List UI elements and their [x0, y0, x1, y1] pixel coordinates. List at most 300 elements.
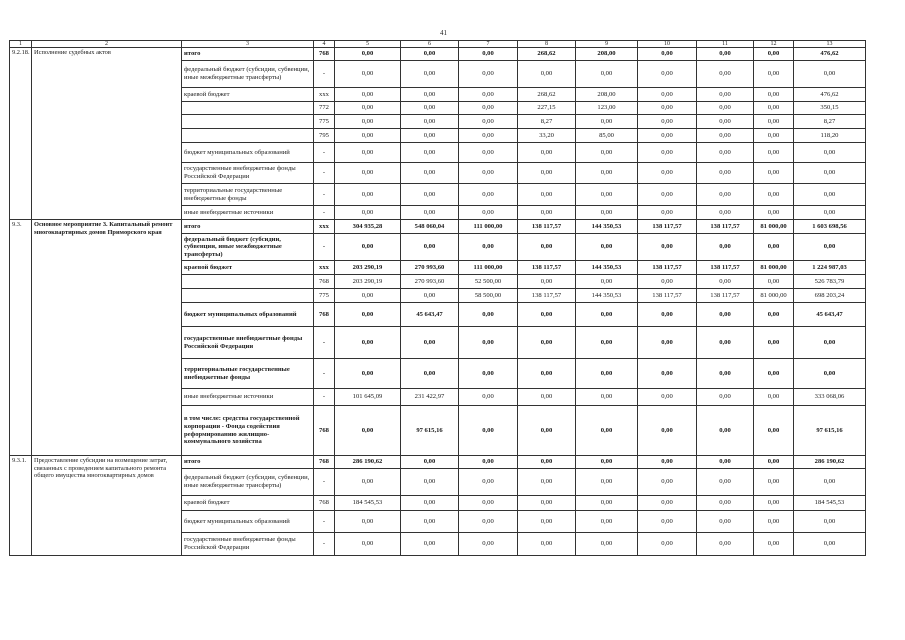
amount-cell: 111 000,00	[459, 220, 518, 234]
amount-cell: 203 290,19	[335, 275, 401, 289]
amount-cell: 1 603 698,56	[794, 220, 866, 234]
amount-cell: 698 203,24	[794, 289, 866, 303]
amount-cell: 0,00	[401, 163, 459, 184]
amount-cell: 0,00	[638, 163, 697, 184]
amount-cell: 45 643,47	[794, 303, 866, 327]
amount-cell: 0,00	[638, 88, 697, 102]
funding-source: государственные внебюджетные фонды Российской Федерации	[182, 163, 314, 184]
amount-cell: 0,00	[459, 115, 518, 129]
amount-cell: 0,00	[335, 406, 401, 456]
amount-cell: 0,00	[754, 303, 794, 327]
amount-cell: 0,00	[401, 61, 459, 88]
amount-cell: 138 117,57	[518, 289, 576, 303]
header-cell: 8	[518, 41, 576, 48]
amount-cell: 0,00	[697, 206, 754, 220]
header-cell: 4	[314, 41, 335, 48]
funding-source: краевой бюджет	[182, 261, 314, 275]
amount-cell: 111 000,00	[459, 261, 518, 275]
amount-cell: 0,00	[335, 115, 401, 129]
budget-code: -	[314, 511, 335, 533]
amount-cell: 0,00	[638, 303, 697, 327]
amount-cell: 0,00	[459, 456, 518, 469]
amount-cell: 0,00	[401, 234, 459, 261]
funding-source	[182, 102, 314, 115]
budget-code: 772	[314, 102, 335, 115]
amount-cell: 138 117,57	[638, 289, 697, 303]
amount-cell: 0,00	[335, 48, 401, 61]
amount-cell: 526 783,79	[794, 275, 866, 289]
amount-cell: 0,00	[697, 469, 754, 496]
amount-cell: 0,00	[518, 143, 576, 163]
funding-source: краевой бюджет	[182, 88, 314, 102]
amount-cell: 0,00	[576, 115, 638, 129]
amount-cell: 0,00	[518, 511, 576, 533]
amount-cell: 0,00	[794, 163, 866, 184]
item-name: Исполнение судебных актов	[32, 48, 182, 220]
amount-cell: 304 935,28	[335, 220, 401, 234]
amount-cell: 81 000,00	[754, 220, 794, 234]
budget-code: 768	[314, 496, 335, 511]
amount-cell: 0,00	[401, 184, 459, 206]
header-cell: 11	[697, 41, 754, 48]
header-cell: 5	[335, 41, 401, 48]
amount-cell: 0,00	[576, 234, 638, 261]
header-cell: 13	[794, 41, 866, 48]
amount-cell: 0,00	[754, 406, 794, 456]
amount-cell: 0,00	[459, 389, 518, 406]
amount-cell: 144 350,53	[576, 261, 638, 275]
amount-cell: 0,00	[697, 129, 754, 143]
amount-cell: 0,00	[401, 327, 459, 359]
amount-cell: 0,00	[401, 48, 459, 61]
header-cell: 7	[459, 41, 518, 48]
amount-cell: 0,00	[335, 129, 401, 143]
amount-cell: 0,00	[697, 389, 754, 406]
header-cell: 9	[576, 41, 638, 48]
amount-cell: 0,00	[518, 275, 576, 289]
amount-cell: 0,00	[518, 389, 576, 406]
amount-cell: 0,00	[518, 184, 576, 206]
budget-code: 795	[314, 129, 335, 143]
amount-cell: 0,00	[518, 406, 576, 456]
amount-cell: 138 117,57	[697, 220, 754, 234]
amount-cell: 0,00	[335, 61, 401, 88]
amount-cell: 0,00	[576, 533, 638, 556]
amount-cell: 0,00	[754, 496, 794, 511]
amount-cell: 0,00	[697, 406, 754, 456]
amount-cell: 0,00	[576, 184, 638, 206]
amount-cell: 144 350,53	[576, 289, 638, 303]
amount-cell: 0,00	[697, 184, 754, 206]
amount-cell: 0,00	[459, 469, 518, 496]
funding-source: итого	[182, 48, 314, 61]
budget-code: 768	[314, 303, 335, 327]
funding-source: территориальные государственные внебюджетные фонды	[182, 184, 314, 206]
amount-cell: 0,00	[638, 469, 697, 496]
amount-cell: 0,00	[794, 327, 866, 359]
amount-cell: 0,00	[638, 102, 697, 115]
amount-cell: 203 290,19	[335, 261, 401, 275]
amount-cell: 0,00	[576, 303, 638, 327]
amount-cell: 0,00	[697, 456, 754, 469]
amount-cell: 0,00	[401, 129, 459, 143]
funding-source: иные внебюджетные источники	[182, 206, 314, 220]
amount-cell: 138 117,57	[638, 220, 697, 234]
funding-source: государственные внебюджетные фонды Российской Федерации	[182, 533, 314, 556]
amount-cell: 0,00	[754, 102, 794, 115]
amount-cell: 333 068,06	[794, 389, 866, 406]
header-cell: 6	[401, 41, 459, 48]
amount-cell: 0,00	[697, 61, 754, 88]
amount-cell: 0,00	[638, 61, 697, 88]
amount-cell: 0,00	[459, 533, 518, 556]
amount-cell: 0,00	[335, 102, 401, 115]
table-row	[10, 456, 866, 469]
amount-cell: 0,00	[638, 456, 697, 469]
amount-cell: 476,62	[794, 48, 866, 61]
amount-cell: 0,00	[754, 275, 794, 289]
amount-cell: 0,00	[754, 88, 794, 102]
amount-cell: 8,27	[518, 115, 576, 129]
amount-cell: 286 190,62	[335, 456, 401, 469]
amount-cell: 0,00	[754, 163, 794, 184]
amount-cell: 81 000,00	[754, 261, 794, 275]
amount-cell: 81 000,00	[754, 289, 794, 303]
amount-cell: 0,00	[401, 143, 459, 163]
budget-code: -	[314, 206, 335, 220]
header-row	[10, 41, 866, 48]
amount-cell: 0,00	[335, 511, 401, 533]
amount-cell: 0,00	[754, 61, 794, 88]
amount-cell: 0,00	[335, 359, 401, 389]
amount-cell: 0,00	[576, 327, 638, 359]
amount-cell: 0,00	[335, 163, 401, 184]
amount-cell: 0,00	[576, 163, 638, 184]
funding-source	[182, 275, 314, 289]
amount-cell: 0,00	[754, 48, 794, 61]
amount-cell: 144 350,53	[576, 220, 638, 234]
amount-cell: 0,00	[697, 496, 754, 511]
amount-cell: 0,00	[794, 359, 866, 389]
funding-source: бюджет муниципальных образований	[182, 303, 314, 327]
amount-cell: 0,00	[638, 234, 697, 261]
amount-cell: 0,00	[518, 303, 576, 327]
amount-cell: 548 060,04	[401, 220, 459, 234]
amount-cell: 0,00	[401, 115, 459, 129]
amount-cell: 0,00	[754, 359, 794, 389]
item-name: Основное мероприятие 3. Капитальный ремонт многоквартирных домов Приморского края	[32, 220, 182, 456]
amount-cell: 0,00	[638, 206, 697, 220]
amount-cell: 0,00	[459, 184, 518, 206]
amount-cell: 350,15	[794, 102, 866, 115]
header-cell: 3	[182, 41, 314, 48]
amount-cell: 138 117,57	[518, 220, 576, 234]
amount-cell: 0,00	[754, 469, 794, 496]
amount-cell: 0,00	[576, 275, 638, 289]
funding-source: иные внебюджетные источники	[182, 389, 314, 406]
amount-cell: 0,00	[638, 115, 697, 129]
amount-cell: 0,00	[459, 511, 518, 533]
amount-cell: 0,00	[335, 234, 401, 261]
amount-cell: 0,00	[576, 456, 638, 469]
funding-source: бюджет муниципальных образований	[182, 143, 314, 163]
amount-cell: 0,00	[401, 102, 459, 115]
amount-cell: 0,00	[335, 184, 401, 206]
amount-cell: 45 643,47	[401, 303, 459, 327]
budget-code: 768	[314, 275, 335, 289]
amount-cell: 138 117,57	[518, 261, 576, 275]
amount-cell: 0,00	[794, 206, 866, 220]
amount-cell: 0,00	[518, 327, 576, 359]
amount-cell: 0,00	[794, 511, 866, 533]
item-number: 9.3.	[10, 220, 32, 456]
item-name: Предоставление субсидии на возмещение затрат, связанных с проведением капитального ремонта общего имущества многоквартирных домов	[32, 456, 182, 556]
amount-cell: 0,00	[754, 327, 794, 359]
funding-source: в том числе: средства государственной корпорации - Фонда содействия реформированию жилищно-коммунального хозяйства	[182, 406, 314, 456]
funding-source: бюджет муниципальных образований	[182, 511, 314, 533]
amount-cell: 0,00	[401, 289, 459, 303]
amount-cell: 0,00	[401, 469, 459, 496]
budget-code: -	[314, 143, 335, 163]
amount-cell: 0,00	[638, 533, 697, 556]
amount-cell: 85,00	[576, 129, 638, 143]
amount-cell: 184 545,53	[794, 496, 866, 511]
amount-cell: 0,00	[518, 359, 576, 389]
budget-code: -	[314, 234, 335, 261]
amount-cell: 0,00	[697, 48, 754, 61]
amount-cell: 286 190,62	[794, 456, 866, 469]
amount-cell: 0,00	[754, 184, 794, 206]
amount-cell: 0,00	[697, 143, 754, 163]
table-row	[10, 220, 866, 234]
amount-cell: 0,00	[459, 143, 518, 163]
amount-cell: 0,00	[638, 511, 697, 533]
budget-code: -	[314, 163, 335, 184]
amount-cell: 0,00	[697, 115, 754, 129]
amount-cell: 0,00	[518, 206, 576, 220]
amount-cell: 0,00	[576, 496, 638, 511]
amount-cell: 0,00	[401, 533, 459, 556]
amount-cell: 97 615,16	[401, 406, 459, 456]
budget-code: 768	[314, 456, 335, 469]
amount-cell: 0,00	[518, 234, 576, 261]
amount-cell: 0,00	[518, 61, 576, 88]
amount-cell: 270 993,60	[401, 261, 459, 275]
header-cell: 12	[754, 41, 794, 48]
amount-cell: 0,00	[335, 143, 401, 163]
header-cell: 2	[32, 41, 182, 48]
amount-cell: 0,00	[335, 88, 401, 102]
budget-code: 768	[314, 406, 335, 456]
budget-code: -	[314, 359, 335, 389]
amount-cell: 0,00	[576, 359, 638, 389]
amount-cell: 0,00	[459, 88, 518, 102]
amount-cell: 0,00	[401, 206, 459, 220]
amount-cell: 0,00	[518, 469, 576, 496]
amount-cell: 138 117,57	[697, 289, 754, 303]
amount-cell: 8,27	[794, 115, 866, 129]
amount-cell: 0,00	[638, 48, 697, 61]
amount-cell: 0,00	[754, 143, 794, 163]
budget-code: 768	[314, 48, 335, 61]
amount-cell: 0,00	[576, 511, 638, 533]
amount-cell: 0,00	[754, 234, 794, 261]
budget-code: -	[314, 533, 335, 556]
amount-cell: 0,00	[638, 143, 697, 163]
budget-code: xxx	[314, 88, 335, 102]
amount-cell: 0,00	[638, 184, 697, 206]
item-number: 9.3.1.	[10, 456, 32, 556]
amount-cell: 0,00	[754, 456, 794, 469]
table-body	[10, 41, 866, 556]
amount-cell: 0,00	[401, 456, 459, 469]
amount-cell: 0,00	[576, 389, 638, 406]
amount-cell: 0,00	[794, 234, 866, 261]
amount-cell: 0,00	[638, 327, 697, 359]
amount-cell: 0,00	[697, 359, 754, 389]
amount-cell: 208,00	[576, 48, 638, 61]
amount-cell: 0,00	[335, 469, 401, 496]
amount-cell: 0,00	[754, 533, 794, 556]
amount-cell: 227,15	[518, 102, 576, 115]
budget-code: -	[314, 327, 335, 359]
amount-cell: 0,00	[335, 327, 401, 359]
budget-code: -	[314, 389, 335, 406]
amount-cell: 0,00	[459, 61, 518, 88]
budget-code: -	[314, 61, 335, 88]
amount-cell: 0,00	[754, 206, 794, 220]
amount-cell: 118,20	[794, 129, 866, 143]
amount-cell: 476,62	[794, 88, 866, 102]
amount-cell: 52 500,00	[459, 275, 518, 289]
amount-cell: 0,00	[335, 206, 401, 220]
amount-cell: 0,00	[794, 184, 866, 206]
budget-code: xxx	[314, 220, 335, 234]
amount-cell: 0,00	[459, 206, 518, 220]
funding-source: территориальные государственные внебюджетные фонды	[182, 359, 314, 389]
amount-cell: 0,00	[638, 129, 697, 143]
amount-cell: 0,00	[459, 303, 518, 327]
budget-code: -	[314, 469, 335, 496]
amount-cell: 0,00	[794, 143, 866, 163]
amount-cell: 270 993,60	[401, 275, 459, 289]
amount-cell: 0,00	[459, 102, 518, 115]
amount-cell: 101 645,09	[335, 389, 401, 406]
amount-cell: 0,00	[401, 359, 459, 389]
amount-cell: 138 117,57	[697, 261, 754, 275]
budget-code: 775	[314, 289, 335, 303]
amount-cell: 0,00	[518, 163, 576, 184]
funding-source: федеральный бюджет (субсидии, субвенции, иные межбюджетные трансферты)	[182, 234, 314, 261]
amount-cell: 33,20	[518, 129, 576, 143]
amount-cell: 0,00	[697, 163, 754, 184]
amount-cell: 0,00	[754, 511, 794, 533]
amount-cell: 97 615,16	[794, 406, 866, 456]
funding-source	[182, 289, 314, 303]
funding-source: итого	[182, 220, 314, 234]
amount-cell: 0,00	[459, 163, 518, 184]
amount-cell: 0,00	[638, 406, 697, 456]
amount-cell: 138 117,57	[638, 261, 697, 275]
amount-cell: 0,00	[459, 406, 518, 456]
funding-source	[182, 115, 314, 129]
funding-source: федеральный бюджет (субсидии, субвенции, иные межбюджетные трансферты)	[182, 469, 314, 496]
table-row	[10, 48, 866, 61]
amount-cell: 0,00	[518, 456, 576, 469]
funding-source: итого	[182, 456, 314, 469]
amount-cell: 0,00	[794, 533, 866, 556]
budget-code: xxx	[314, 261, 335, 275]
amount-cell: 0,00	[401, 88, 459, 102]
amount-cell: 0,00	[459, 327, 518, 359]
amount-cell: 0,00	[459, 496, 518, 511]
amount-cell: 208,00	[576, 88, 638, 102]
amount-cell: 0,00	[335, 303, 401, 327]
amount-cell: 0,00	[754, 129, 794, 143]
funding-source: государственные внебюджетные фонды Российской Федерации	[182, 327, 314, 359]
amount-cell: 0,00	[794, 469, 866, 496]
budget-table	[9, 40, 866, 556]
amount-cell: 0,00	[335, 533, 401, 556]
amount-cell: 0,00	[697, 102, 754, 115]
amount-cell: 0,00	[638, 389, 697, 406]
budget-code: -	[314, 184, 335, 206]
amount-cell: 0,00	[697, 327, 754, 359]
header-cell: 10	[638, 41, 697, 48]
amount-cell: 58 500,00	[459, 289, 518, 303]
amount-cell: 0,00	[697, 234, 754, 261]
header-cell: 1	[10, 41, 32, 48]
amount-cell: 123,00	[576, 102, 638, 115]
amount-cell: 0,00	[794, 61, 866, 88]
amount-cell: 0,00	[459, 234, 518, 261]
amount-cell: 268,62	[518, 88, 576, 102]
amount-cell: 0,00	[697, 511, 754, 533]
amount-cell: 0,00	[459, 129, 518, 143]
amount-cell: 1 224 987,03	[794, 261, 866, 275]
amount-cell: 0,00	[697, 533, 754, 556]
amount-cell: 0,00	[576, 143, 638, 163]
amount-cell: 0,00	[576, 469, 638, 496]
funding-source	[182, 129, 314, 143]
amount-cell: 0,00	[335, 289, 401, 303]
amount-cell: 0,00	[459, 359, 518, 389]
amount-cell: 0,00	[697, 275, 754, 289]
amount-cell: 0,00	[754, 389, 794, 406]
amount-cell: 0,00	[401, 511, 459, 533]
funding-source: федеральный бюджет (субсидии, субвенции, иные межбюджетные трансферты)	[182, 61, 314, 88]
funding-source: краевой бюджет	[182, 496, 314, 511]
page-number: 41	[440, 29, 447, 37]
amount-cell: 0,00	[459, 48, 518, 61]
amount-cell: 0,00	[518, 496, 576, 511]
budget-code: 775	[314, 115, 335, 129]
amount-cell: 0,00	[576, 206, 638, 220]
amount-cell: 0,00	[638, 275, 697, 289]
amount-cell: 0,00	[638, 496, 697, 511]
amount-cell: 231 422,97	[401, 389, 459, 406]
amount-cell: 184 545,53	[335, 496, 401, 511]
amount-cell: 0,00	[518, 533, 576, 556]
amount-cell: 0,00	[697, 303, 754, 327]
amount-cell: 0,00	[576, 406, 638, 456]
amount-cell: 268,62	[518, 48, 576, 61]
amount-cell: 0,00	[754, 115, 794, 129]
amount-cell: 0,00	[576, 61, 638, 88]
amount-cell: 0,00	[697, 88, 754, 102]
item-number: 9.2.18.	[10, 48, 32, 220]
amount-cell: 0,00	[401, 496, 459, 511]
